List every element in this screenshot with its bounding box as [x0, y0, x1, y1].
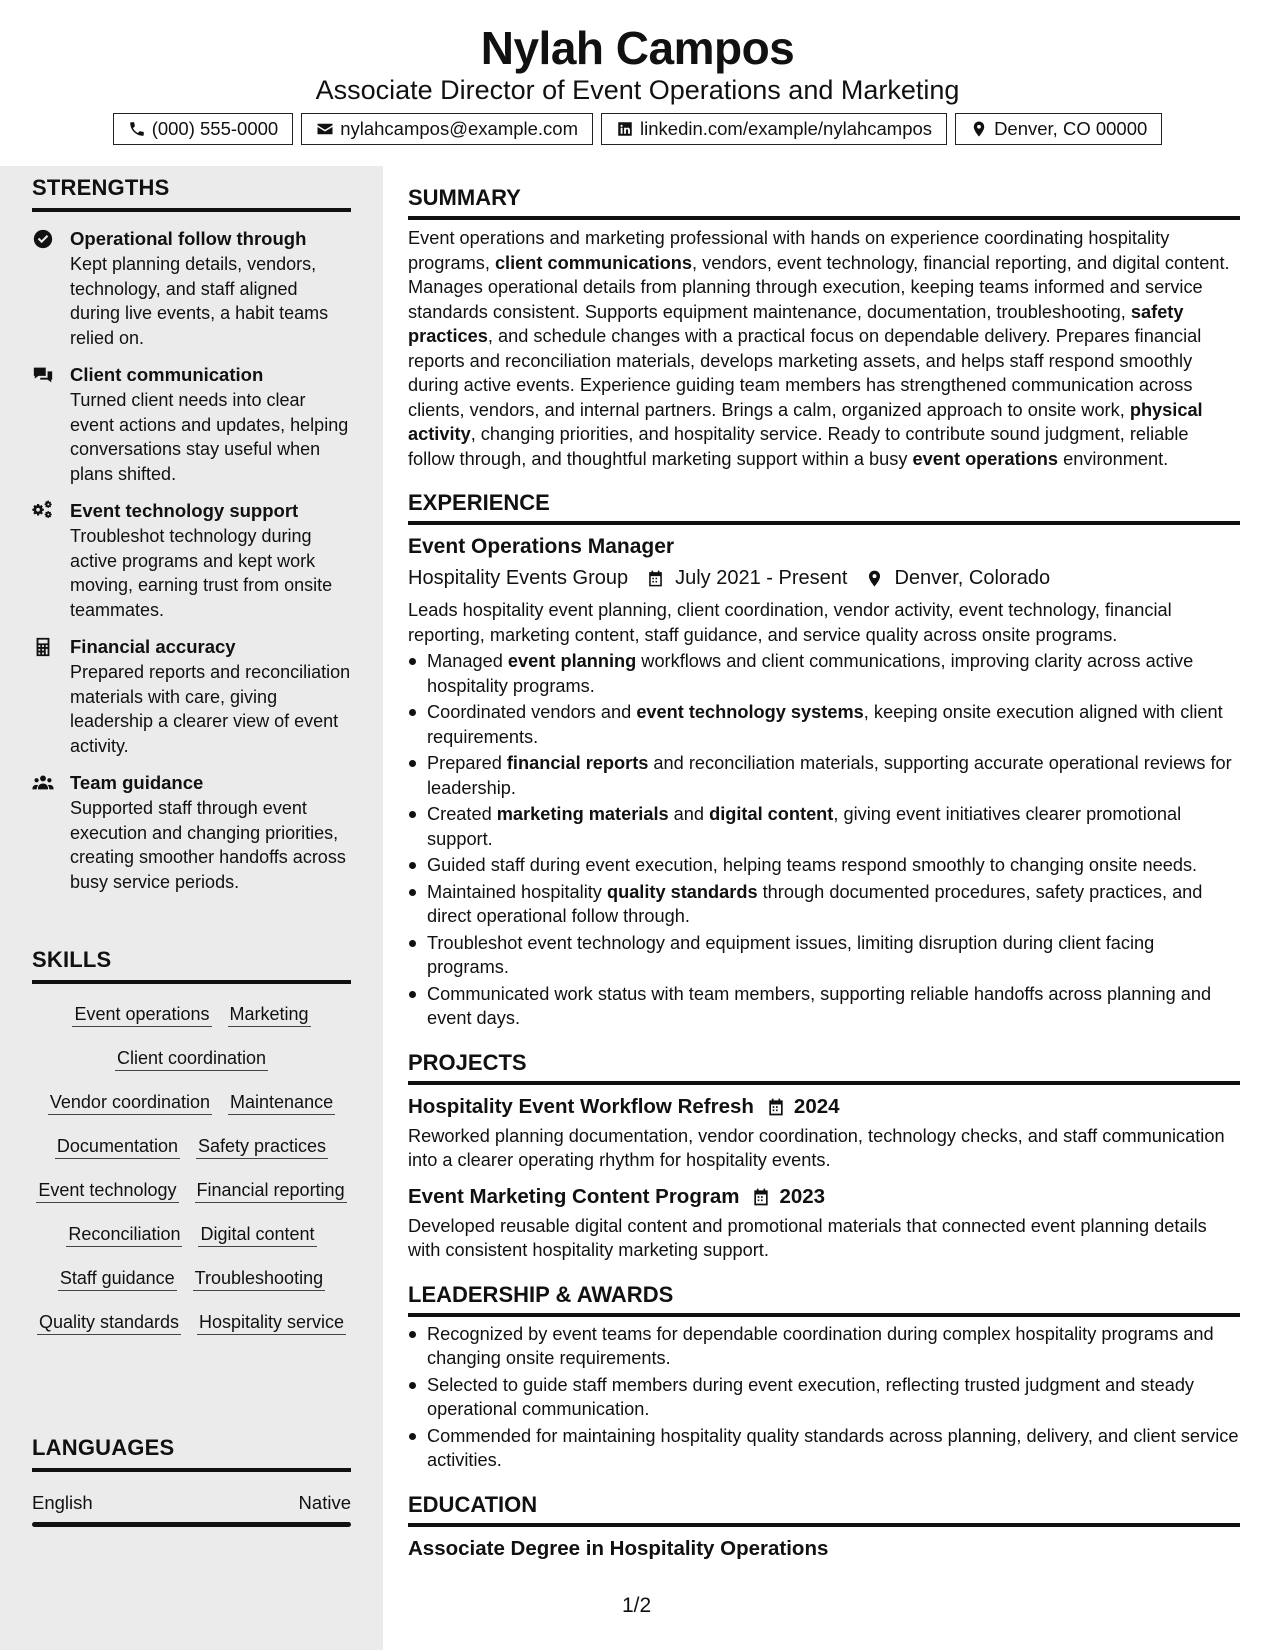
project-year: 2024 [793, 1094, 840, 1118]
strengths-section [32, 174, 351, 894]
team-icon [32, 772, 54, 794]
job-bullets [408, 649, 1240, 1031]
sidebar [0, 166, 383, 1650]
project-text: Reworked planning documentation, vendor coordination, technology checks, and staff communication into a clearer operating rhythm for hospitality events. [408, 1125, 1225, 1170]
skill-tag: Vendor coordination [48, 1090, 212, 1115]
contact-location-text: Denver, CO 00000 [994, 118, 1148, 139]
strength-item [32, 362, 351, 486]
summary-heading: SUMMARY [408, 184, 1240, 220]
projects-section [408, 1049, 1240, 1263]
contact-linkedin[interactable] [601, 113, 947, 145]
award-item: Selected to guide staff members during event execution, reflecting trusted judgment and steady operational communication. [408, 1373, 1240, 1422]
project-name: Event Marketing Content Program [408, 1184, 740, 1208]
strength-title: Client communication [70, 364, 264, 385]
languages-section [32, 1434, 351, 1527]
award-item: Recognized by event teams for dependable coordination during complex hospitality programs and changing onsite requirements. [408, 1322, 1240, 1371]
candidate-name: Nylah Campos [480, 22, 795, 74]
skill-tag: Maintenance [228, 1090, 335, 1115]
language-name: English [32, 1492, 93, 1513]
strength-text: Kept planning details, vendors, technology, and staff aligned during live events, a habit teams relied on. [70, 254, 329, 348]
strength-title: Operational follow through [70, 228, 307, 249]
awards-heading: LEADERSHIP & AWARDS [408, 1281, 1240, 1317]
strength-item [32, 498, 351, 622]
strength-text: Troubleshot technology during active programs and kept work moving, earning trust from onsite teammates. [70, 526, 333, 620]
awards-section [408, 1281, 1240, 1473]
contact-location[interactable] [955, 113, 1162, 145]
location-pin-icon [865, 569, 884, 588]
calendar-icon [751, 1187, 771, 1207]
contact-email[interactable] [301, 113, 593, 145]
job-dates: July 2021 - Present [675, 567, 848, 589]
location-pin-icon [970, 120, 988, 138]
chat-bubbles-icon [32, 364, 54, 386]
summary-section [408, 184, 1240, 471]
strength-item [32, 770, 351, 894]
gears-icon [32, 500, 54, 522]
envelope-icon [316, 120, 334, 138]
job-bullet: Coordinated vendors and event technology systems, keeping onsite execution aligned with client requirements. [408, 700, 1240, 749]
education-heading: EDUCATION [408, 1491, 1240, 1527]
languages-heading: LANGUAGES [32, 1434, 351, 1472]
job-meta [408, 564, 1240, 592]
skills-list [32, 1002, 351, 1335]
job-title: Event Operations Manager [408, 535, 675, 558]
job-location: Denver, Colorado [894, 567, 1051, 589]
strength-text: Supported staff through event execution and changing priorities, creating smoother handoffs across busy service periods. [70, 798, 346, 892]
skill-tag: Event operations [72, 1002, 211, 1027]
check-circle-icon [32, 228, 54, 250]
strengths-heading: STRENGTHS [32, 174, 351, 212]
phone-icon [128, 120, 146, 138]
degree-title: Associate Degree in Hospitality Operations [408, 1536, 829, 1560]
job-bullet: Created marketing materials and digital content, giving event initiatives clearer promotional support. [408, 802, 1240, 851]
language-proficiency-bar [32, 1522, 351, 1527]
job-bullet: Managed event planning workflows and client communications, improving clarity across active hospitality programs. [408, 649, 1240, 698]
calculator-icon [32, 636, 54, 658]
candidate-title: Associate Director of Event Operations and Marketing [315, 75, 960, 105]
strength-title: Financial accuracy [70, 636, 236, 657]
language-row [32, 1492, 351, 1514]
job-bullet: Maintained hospitality quality standards through documented procedures, safety practices, and direct operational follow through. [408, 880, 1240, 929]
job-bullet: Guided staff during event execution, helping teams respond smoothly to changing onsite needs. [408, 853, 1240, 878]
calendar-icon [766, 1097, 786, 1117]
strength-text: Prepared reports and reconciliation materials with care, giving leadership a clearer view of event activity. [70, 662, 351, 756]
skill-tag: Safety practices [196, 1134, 328, 1159]
project-text: Developed reusable digital content and promotional materials that connected event planning details with consistent hospitality marketing support. [408, 1215, 1207, 1260]
strength-title: Event technology support [70, 500, 299, 521]
language-level: Native [298, 1492, 351, 1513]
awards-list [408, 1322, 1240, 1473]
skill-tag: Troubleshooting [193, 1266, 325, 1291]
award-item: Commended for maintaining hospitality quality standards across planning, delivery, and client service activities. [408, 1424, 1240, 1473]
project-header [408, 1183, 1240, 1211]
skill-tag: Staff guidance [58, 1266, 177, 1291]
strength-text: Turned client needs into clear event actions and updates, helping conversations stay useful when plans shifted. [70, 390, 349, 484]
experience-heading: EXPERIENCE [408, 489, 1240, 525]
contact-phone[interactable] [113, 113, 294, 145]
job-description: Leads hospitality event planning, client coordination, vendor activity, event technology, financial reporting, marketing content, staff guidance, and service quality across onsite programs. [408, 600, 1172, 645]
skill-tag: Quality standards [37, 1310, 181, 1335]
calendar-icon [646, 569, 665, 588]
page-number: 1/2 [622, 1594, 652, 1617]
skill-tag: Documentation [55, 1134, 180, 1159]
strength-item [32, 226, 351, 350]
job-bullet: Communicated work status with team members, supporting reliable handoffs across planning and event days. [408, 982, 1240, 1031]
skill-tag: Marketing [228, 1002, 311, 1027]
strength-title: Team guidance [70, 772, 204, 793]
skill-tag: Financial reporting [195, 1178, 347, 1203]
skills-heading: SKILLS [32, 946, 351, 984]
contact-phone-text: (000) 555-0000 [151, 118, 279, 139]
job-company: Hospitality Events Group [408, 567, 629, 589]
projects-heading: PROJECTS [408, 1049, 1240, 1085]
summary-text: Event operations and marketing professional with hands on experience coordinating hospitality programs, client communications, vendors, event technology, financial reporting, and digital content. Manages operational details from planning through execution, keeping teams informed and service standards consistent. Supports equipment maintenance, documentation, troubleshooting, safety practices, and schedule changes with a practical focus on dependable delivery. Prepares financial reports and reconciliation materials, develops marketing assets, and helps staff respond smoothly during active events. Experience guiding team members has strengthened communication across clients, vendors, and internal partners. Brings a calm, organized approach to onsite work, physical activity, changing priorities, and hospitality service. Ready to contribute sound judgment, reliable follow through, and thoughtful marketing support within a busy event operations environment. [408, 228, 1230, 469]
contact-email-text: nylahcampos@example.com [340, 118, 579, 139]
skill-tag: Digital content [198, 1222, 316, 1247]
skill-tag: Client coordination [115, 1046, 268, 1071]
linkedin-icon [616, 120, 634, 138]
project-year: 2023 [779, 1184, 826, 1208]
main-content [408, 166, 1240, 1563]
strength-item [32, 634, 351, 758]
experience-section [408, 489, 1240, 1031]
skill-tag: Reconciliation [66, 1222, 182, 1247]
skill-tag: Hospitality service [197, 1310, 346, 1335]
project-header [408, 1093, 1240, 1121]
education-section [408, 1491, 1240, 1563]
job-bullet: Troubleshot event technology and equipment issues, limiting disruption during client facing programs. [408, 931, 1240, 980]
resume-header [0, 0, 1275, 166]
project-name: Hospitality Event Workflow Refresh [408, 1094, 754, 1118]
job-bullet: Prepared financial reports and reconciliation materials, supporting accurate operational reviews for leadership. [408, 751, 1240, 800]
contact-linkedin-text: linkedin.com/example/nylahcampos [640, 118, 933, 139]
skills-section [32, 946, 351, 1335]
contact-bar [0, 113, 1275, 145]
skill-tag: Event technology [36, 1178, 178, 1203]
